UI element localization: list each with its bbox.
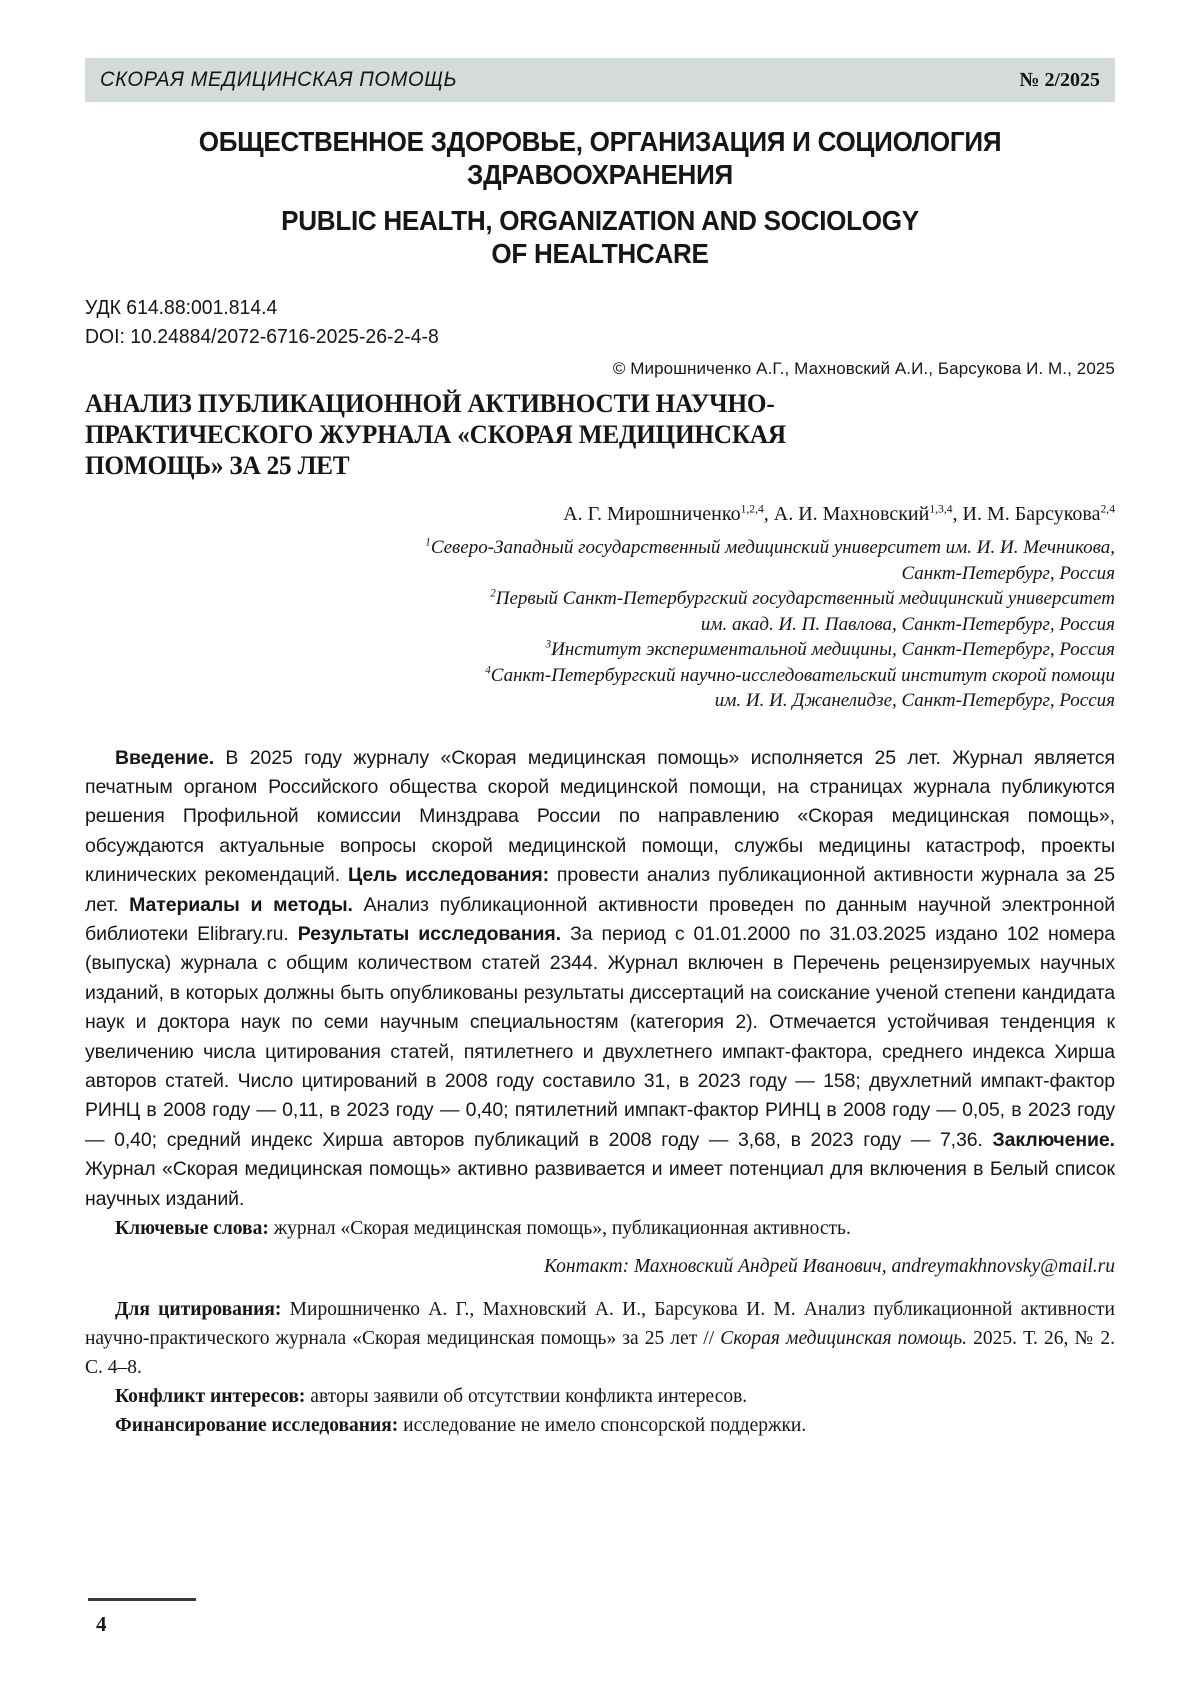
conflict-of-interest-line: Конфликт интересов: авторы заявили об отсутствии конфликта интересов. [115, 1386, 748, 1407]
identifiers-block [85, 294, 1115, 352]
contact-line: Контакт: Махновский Андрей Иванович, andreymakhnovsky@mail.ru [543, 1256, 1115, 1277]
journal-page [85, 0, 1115, 1440]
affiliation-line: $^2$Первый Санкт-Петербургский государственный медицинский университет [490, 587, 1115, 609]
affiliation-line: $^1$Северо-Западный государственный медицинский университет им. И. И. Мечникова, [425, 536, 1115, 558]
running-header [85, 58, 1115, 102]
page-footer [88, 1598, 196, 1637]
section-title-en-line2: OF HEALTHCARE [491, 238, 709, 269]
affiliation-line: им. И. И. Джанелидзе, Санкт-Петербург, Россия [714, 690, 1115, 711]
affiliation-line: им. акад. И. П. Павлова, Санкт-Петербург, Россия [700, 613, 1115, 635]
section-title-ru-line1: ОБЩЕСТВЕННОЕ ЗДОРОВЬЕ, ОРГАНИЗАЦИЯ И СОЦИОЛОГИЯ [198, 126, 1002, 157]
authors-line: А. Г. Мирошниченко$^{1,2,4}$, А. И. Махновский$^{1,3,4}$, И. М. Барсукова$^{2,4}$ [563, 502, 1115, 525]
section-title-en-line1: PUBLIC HEALTH, ORGANIZATION AND SOCIOLOGY [281, 205, 919, 236]
doi-line: DOI: 10.24884/2072-6716-2025-26-2-4-8 [85, 326, 439, 348]
citation-paragraph: Для цитирования: Мирошниченко А. Г., Махновский А. И., Барсукова И. М. Анализ публикационной активности научно-практического журнала «Скорая медицинская помощь» за 25 лет // Скорая медицинская помощь. 2025. Т. 26, № 2. С. 4–8. [85, 1299, 1115, 1378]
page-number: 4 [96, 1612, 107, 1636]
article-title-line2: ПРАКТИЧЕСКОГО ЖУРНАЛА «СКОРАЯ МЕДИЦИНСКАЯ [85, 420, 786, 449]
affiliation-line: $^3$Институт экспериментальной медицины, Санкт-Петербург, Россия [545, 638, 1115, 660]
article-title-line3: ПОМОЩЬ» ЗА 25 ЛЕТ [85, 451, 350, 480]
keywords-line: Ключевые слова: журнал «Скорая медицинская помощь», публикационная активность. [115, 1218, 851, 1239]
udc-line: УДК 614.88:001.814.4 [85, 297, 278, 319]
section-title-en [121, 204, 1079, 270]
article-title [85, 388, 1084, 481]
funding-line: Финансирование исследования: исследование не имело спонсорской поддержки. [115, 1415, 807, 1436]
affiliations-block [85, 535, 1115, 714]
footer-rule [88, 1598, 196, 1601]
copyright-line: © Мирошниченко А.Г., Махновский А.И., Барсукова И. М., 2025 [612, 359, 1115, 378]
section-title-ru-line2: ЗДРАВООХРАНЕНИЯ [467, 159, 733, 190]
article-title-line1: АНАЛИЗ ПУБЛИКАЦИОННОЙ АКТИВНОСТИ НАУЧНО- [85, 389, 775, 418]
affiliation-line: $^4$Санкт-Петербургский научно-исследовательский институт скорой помощи [485, 664, 1115, 686]
affiliation-line: Санкт-Петербург, Россия [901, 562, 1115, 584]
abstract-paragraph: Введение. В 2025 году журналу «Скорая медицинская помощь» исполняется 25 лет. Журнал является печатным органом Российского общества скорой медицинской помощи, на страницах журнала публикуются решения Профильной комиссии Минздрава России по направлению «Скорая медицинская помощь», обсуждаются актуальные вопросы скорой медицинской помощи, службы медицины катастроф, проекты клинических рекомендаций. Цель исследования: провести анализ публикационной активности журнала за 25 лет. Материалы и методы. Анализ публикационной активности проведен по данным научной электронной библиотеки Elibrary.ru. Результаты исследования. За период с 01.01.2000 по 31.03.2025 издано 102 номера (выпуска) журнала с общим количеством статей 2344. Журнал включен в Перечень рецензируемых научных изданий, в которых должны быть опубликованы результаты диссертаций на соискание ученой степени кандидата наук и доктора наук по семи научным специальностям (категория 2). Отмечается устойчивая тенденция к увеличению числа цитирования статей, пятилетнего и двухлетнего импакт-фактора, среднего индекса Хирша авторов статей. Число цитирований в 2008 году составило 31, в 2023 году — 158; двухлетний импакт-фактор РИНЦ в 2008 году — 0,11, в 2023 году — 0,40; пятилетний импакт-фактор РИНЦ в 2008 году — 0,05, в 2023 году — 0,40; средний индекс Хирша авторов публикаций в 2008 году — 3,68, в 2023 году — 7,36. Заключение. Журнал «Скорая медицинская помощь» активно развивается и имеет потенциал для включения в Белый список научных изданий. [85, 746, 1115, 1210]
issue-number: № 2/2025 [1019, 68, 1100, 91]
section-title-ru [121, 125, 1079, 191]
journal-title: СКОРАЯ МЕДИЦИНСКАЯ ПОМОЩЬ [100, 68, 458, 91]
